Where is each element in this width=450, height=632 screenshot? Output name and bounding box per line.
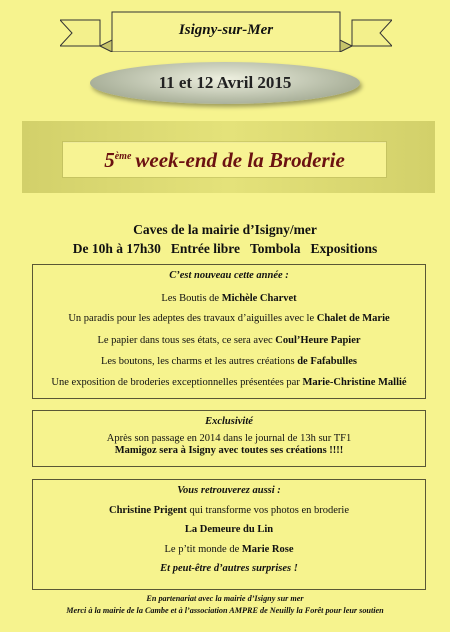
exclusive-box bbox=[32, 410, 426, 467]
item-bold: Christine Prigent bbox=[108, 505, 187, 516]
footer-line-2: Merci à la mairie de la Cambe et à l’association AMPRE de Neuilly la Forêt pour leur soutien bbox=[66, 606, 384, 615]
footer-line-1: En partenariat avec la mairie d’Isigny sur mer bbox=[146, 594, 304, 603]
item-text: Les Boutis de bbox=[161, 293, 222, 304]
list-item bbox=[33, 335, 425, 346]
item-text: Le papier dans tous ses états, ce sera avec bbox=[97, 335, 276, 346]
item-bold: de Fafabulles bbox=[297, 356, 358, 367]
venue-exhibits: Expositions bbox=[310, 241, 378, 256]
title-main: week-end de la Broderie bbox=[135, 147, 345, 172]
list-item: La Demeure du Lin bbox=[184, 524, 274, 535]
exclusive-heading: Exclusivité bbox=[205, 416, 253, 427]
venue-details bbox=[0, 239, 450, 258]
venue-hours: De 10h à 17h30 bbox=[72, 241, 161, 256]
item-text: Un paradis pour les adeptes des travaux d’aiguilles avec le bbox=[68, 313, 317, 324]
item-bold: Michèle Charvet bbox=[221, 293, 297, 304]
list-item bbox=[33, 505, 425, 516]
item-bold: Marie-Christine Mallié bbox=[302, 377, 407, 388]
item-bold: Marie Rose bbox=[241, 544, 294, 555]
item-bold: Chalet de Marie bbox=[316, 313, 390, 324]
venue-place: Caves de la mairie d’Isigny/mer bbox=[133, 222, 317, 237]
item-bold: Coul’Heure Papier bbox=[275, 335, 361, 346]
event-dates: 11 et 12 Avril 2015 bbox=[90, 62, 360, 104]
title-ordinal-suffix: ème bbox=[114, 150, 132, 162]
footer-credits bbox=[0, 593, 450, 617]
exclusive-line-2: Mamigoz sera à Isigny avec toutes ses créations !!!! bbox=[114, 445, 344, 456]
venue-info bbox=[0, 220, 450, 258]
item-text: Le p’tit monde de bbox=[164, 544, 242, 555]
item-text: Les boutons, les charms et les autres créations bbox=[100, 356, 298, 367]
list-item bbox=[33, 293, 425, 304]
list-item bbox=[33, 377, 425, 388]
town-name: Isigny-sur-Mer bbox=[178, 22, 274, 38]
item-text: qui transforme vos photos en broderie bbox=[186, 505, 349, 516]
town-ribbon-banner bbox=[60, 10, 392, 52]
also-heading: Vous retrouverez aussi : bbox=[177, 485, 281, 496]
item-text: Une exposition de broderies exceptionnelles présentées par bbox=[51, 377, 303, 388]
new-this-year-heading: C’est nouveau cette année : bbox=[169, 270, 289, 281]
list-item bbox=[33, 313, 425, 324]
venue-raffle: Tombola bbox=[249, 241, 301, 256]
title-ordinal: 5 bbox=[104, 147, 115, 172]
exclusive-line-1: Après son passage en 2014 dans le journal de 13h sur TF1 bbox=[106, 433, 352, 444]
also-box bbox=[32, 479, 426, 590]
list-item bbox=[33, 544, 425, 555]
list-item bbox=[33, 356, 425, 367]
venue-entry: Entrée libre bbox=[170, 241, 240, 256]
event-title bbox=[63, 142, 386, 177]
also-closing: Et peut-être d’autres surprises ! bbox=[160, 563, 298, 574]
new-this-year-box bbox=[32, 264, 426, 399]
